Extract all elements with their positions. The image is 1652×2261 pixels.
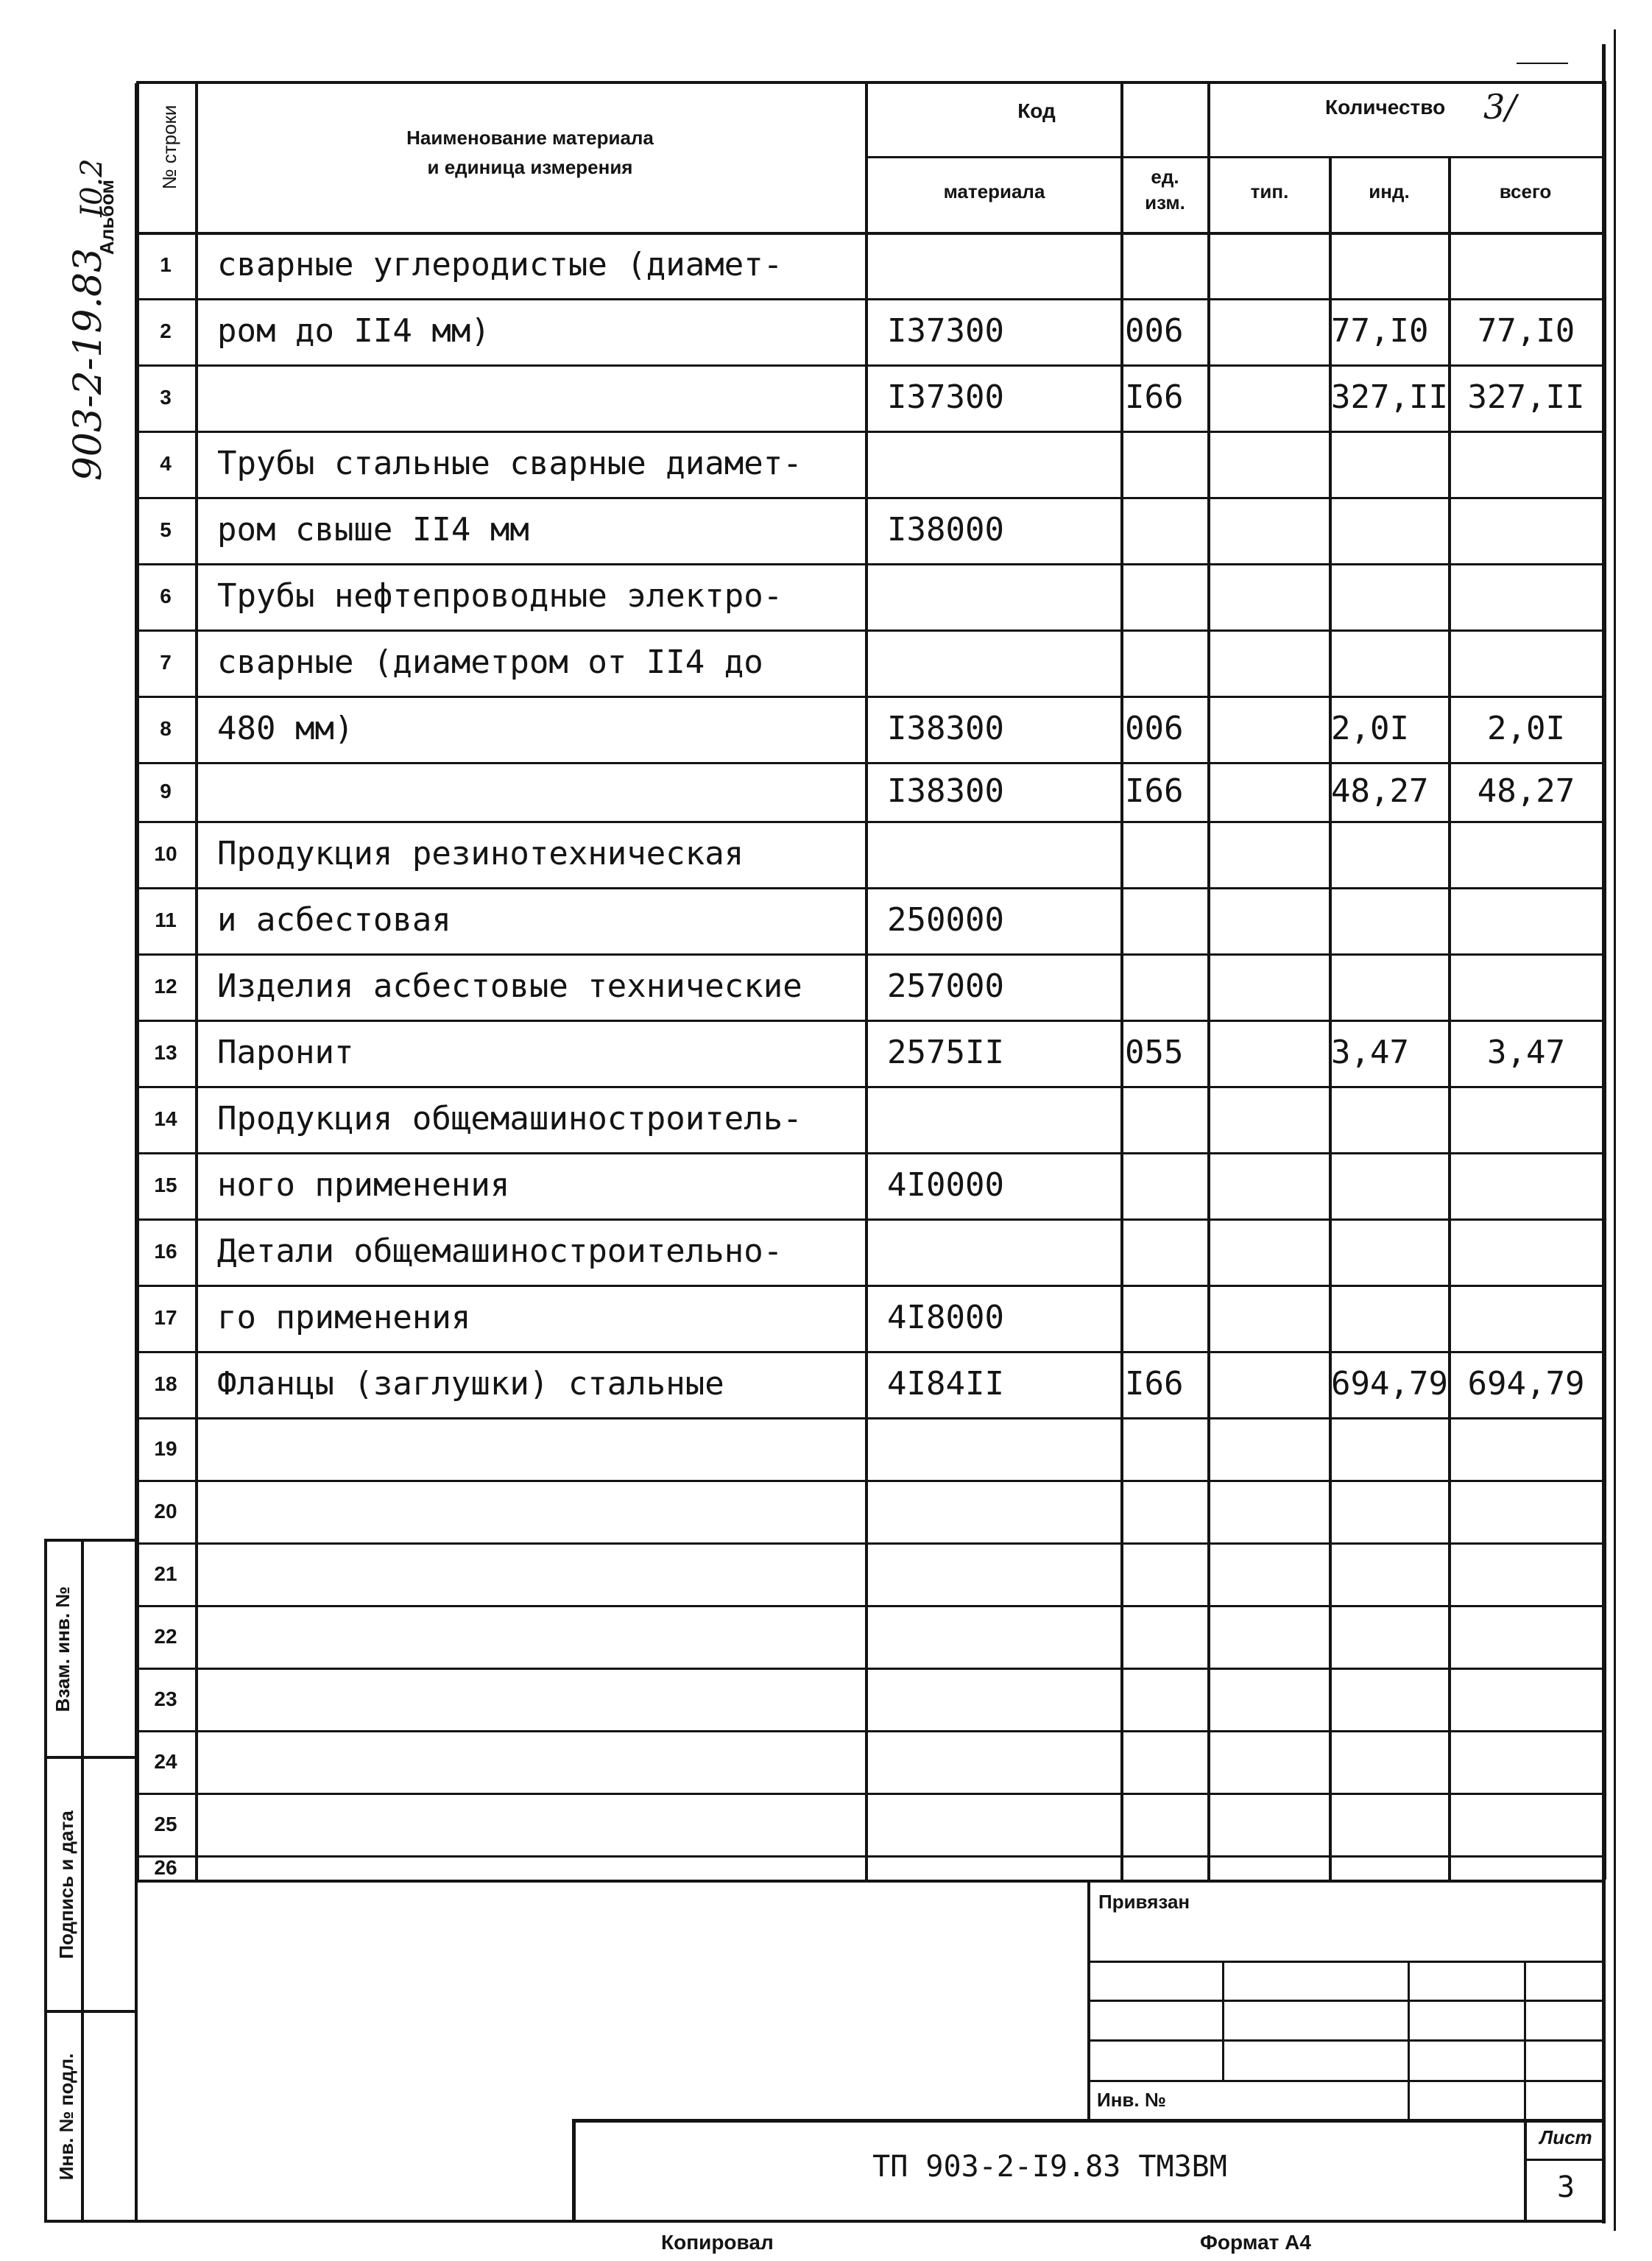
row-ind: 2,0I: [1331, 710, 1409, 747]
privyazan-line1: [1087, 1961, 1605, 1963]
footer-format: [1200, 2231, 1311, 2254]
header-name-line2-text: и единица измерения: [427, 156, 633, 178]
row-number: 25: [154, 1813, 177, 1835]
row-material-code: I38000: [887, 511, 1004, 549]
row-number: 22: [154, 1625, 177, 1648]
header-material: [867, 180, 1121, 203]
row-name: Продукция резинотехническая: [217, 835, 744, 872]
privyazan-col1: [1222, 1961, 1224, 2082]
column-line-7: [1603, 81, 1606, 1880]
row-number: 1: [160, 253, 172, 276]
row-ind: 77,I0: [1331, 312, 1429, 350]
row-name: Фланцы (заглушки) стальные: [217, 1365, 724, 1403]
row-total: 77,I0: [1477, 312, 1575, 350]
footer-copied-text: Копировал: [661, 2231, 774, 2254]
sheet-col-divider: [1524, 2159, 1605, 2161]
row-unit: I66: [1125, 772, 1184, 810]
row-material-code: 257000: [887, 967, 1004, 1005]
row-name: Трубы нефтепроводные электро-: [217, 577, 783, 615]
footer-copied: [661, 2231, 774, 2254]
row-name: Изделия асбестовые технические: [217, 967, 802, 1005]
stamp-orig-inv-text: Инв. № подл.: [55, 2053, 77, 2181]
doc-code: [576, 2150, 1524, 2184]
header-ind: [1330, 180, 1448, 203]
row-number: 3: [160, 386, 172, 409]
album-label-text: Альбом: [96, 179, 118, 255]
row-material-code: 250000: [887, 901, 1004, 939]
row-unit: 006: [1125, 710, 1184, 747]
row-number: 2: [160, 320, 172, 342]
header-typ-text: тип.: [1250, 180, 1289, 202]
row-line-13: [136, 1086, 1603, 1088]
inv-no-label-text: Инв. №: [1097, 2089, 1166, 2111]
row-material-code: 4I0000: [887, 1166, 1004, 1204]
header-name-line1-text: Наименование материала: [406, 127, 654, 149]
row-line-3: [136, 431, 1603, 433]
doc-code-text: ТП 903-2-I9.83 ТМЗВМ: [872, 2150, 1227, 2184]
row-line-11: [136, 953, 1603, 956]
sheet-number-text: 3: [1556, 2170, 1575, 2204]
row-material-code: I37300: [887, 312, 1004, 350]
row-name: Трубы стальные сварные диамет-: [217, 445, 802, 482]
row-unit: 055: [1125, 1034, 1184, 1071]
row-line-19: [136, 1480, 1603, 1482]
sheet-label-text: Лист: [1539, 2126, 1592, 2148]
header-row-number: [155, 74, 184, 221]
row-line-5: [136, 563, 1603, 565]
header-quantity-text: Количество: [1325, 96, 1446, 119]
row-number: 14: [154, 1107, 177, 1130]
code-quantity-divider: [1207, 81, 1210, 156]
row-name: го применения: [217, 1299, 471, 1336]
row-line-20: [136, 1542, 1603, 1545]
header-bottom-border: [136, 232, 1603, 235]
row-total: 2,0I: [1487, 710, 1565, 747]
row-ind: 48,27: [1331, 772, 1429, 810]
row-line-17: [136, 1351, 1603, 1353]
doc-block-top: [572, 2119, 1605, 2123]
row-material-code: I37300: [887, 378, 1004, 416]
header-typ: [1209, 180, 1330, 203]
album-code-text: 903-2-19.83: [66, 247, 110, 482]
header-unit-line1: [1123, 166, 1207, 188]
row-line-25: [136, 1855, 1603, 1858]
column-line-4: [1207, 156, 1210, 1880]
header-unit-line2-text: изм.: [1145, 191, 1185, 214]
row-ind: 694,79: [1331, 1365, 1448, 1403]
row-line-21: [136, 1605, 1603, 1607]
row-number: 10: [154, 842, 177, 865]
row-number: 24: [154, 1750, 177, 1773]
row-name: сварные (диаметром от II4 до: [217, 643, 763, 681]
row-line-7: [136, 696, 1603, 698]
row-name: ром свыше II4 мм: [217, 511, 529, 549]
row-total: 3,47: [1487, 1034, 1565, 1071]
row-line-6: [136, 629, 1603, 632]
row-total: 327,II: [1467, 378, 1585, 416]
row-unit: I66: [1125, 1365, 1184, 1403]
row-line-10: [136, 887, 1603, 889]
row-line-23: [136, 1730, 1603, 1732]
row-unit: I66: [1125, 378, 1184, 416]
row-material-code: I38300: [887, 710, 1004, 747]
privyazan-col3: [1524, 1961, 1526, 2123]
privyazan-line4: [1087, 2080, 1605, 2082]
row-ind: 3,47: [1331, 1034, 1409, 1071]
row-number: 12: [154, 975, 177, 998]
row-number: 6: [160, 585, 172, 607]
row-number: 18: [154, 1372, 177, 1395]
sheet-number: [1527, 2170, 1605, 2204]
header-unit-line1-text: ед.: [1151, 166, 1179, 188]
row-number: 20: [154, 1500, 177, 1523]
table-top-border: [136, 81, 1603, 84]
row-name: Детали общемашиностроительно-: [217, 1232, 783, 1270]
row-line-22: [136, 1668, 1603, 1670]
sheet-label: [1527, 2126, 1605, 2149]
row-number: 11: [155, 909, 177, 931]
privyazan-label: [1098, 1891, 1190, 1913]
header-row-number-text: № строки: [158, 105, 180, 190]
row-material-code: 2575II: [887, 1034, 1004, 1071]
title-block-top: [135, 1880, 1605, 1883]
row-name: ного применения: [217, 1166, 510, 1204]
row-number: 21: [154, 1562, 177, 1585]
privyazan-label-text: Привязан: [1098, 1891, 1190, 1913]
row-number: 8: [160, 717, 172, 740]
row-name: сварные углеродистые (диамет-: [217, 246, 783, 283]
column-line-0: [136, 81, 139, 1880]
row-line-24: [136, 1793, 1603, 1795]
row-number: 16: [154, 1240, 177, 1263]
row-number: 23: [154, 1687, 177, 1710]
row-line-4: [136, 497, 1603, 499]
privyazan-col2: [1408, 1961, 1410, 2123]
header-ind-text: инд.: [1369, 180, 1410, 202]
stamp-replace-inv-text: Взам. инв. №: [52, 1586, 74, 1712]
row-number: 15: [154, 1174, 177, 1196]
row-line-14: [136, 1152, 1603, 1154]
inv-no-label: [1097, 2089, 1166, 2112]
row-line-9: [136, 821, 1603, 823]
row-line-16: [136, 1285, 1603, 1287]
header-quantity-note-text: 3/: [1483, 87, 1517, 127]
header-unit-line2: [1123, 191, 1207, 214]
header-total: [1448, 180, 1603, 203]
row-unit: 006: [1125, 312, 1184, 350]
column-line-1: [195, 81, 198, 1880]
footer-format-text: Формат А4: [1200, 2231, 1311, 2254]
row-name: и асбестовая: [217, 901, 451, 939]
row-number: 26: [154, 1856, 177, 1879]
row-material-code: 4I84II: [887, 1365, 1004, 1403]
row-number: 19: [154, 1437, 177, 1460]
privyazan-line2: [1087, 2000, 1605, 2002]
row-number: 13: [154, 1041, 177, 1064]
header-name-line1: [195, 127, 865, 149]
row-ind: 327,II: [1331, 378, 1448, 416]
row-number: 5: [160, 518, 172, 541]
header-material-text: материала: [943, 180, 1045, 202]
header-code-text: Код: [1017, 99, 1056, 122]
header-name-line2: [195, 156, 865, 179]
row-line-8: [136, 762, 1603, 764]
row-line-2: [136, 364, 1603, 367]
privyazan-line3: [1087, 2039, 1605, 2042]
row-total: 694,79: [1467, 1365, 1585, 1403]
header-code: [867, 99, 1206, 123]
row-number: 17: [154, 1306, 177, 1329]
stamp-signature-date-text: Подпись и дата: [55, 1810, 77, 1959]
header-mid-line: [865, 156, 1603, 158]
row-material-code: 4I8000: [887, 1299, 1004, 1336]
row-material-code: I38300: [887, 772, 1004, 810]
row-name: Продукция общемашиностроитель-: [217, 1100, 802, 1137]
row-total: 48,27: [1477, 772, 1575, 810]
column-line-2: [865, 81, 868, 1880]
album-number-text: I0.2: [75, 158, 109, 217]
row-line-1: [136, 298, 1603, 300]
row-line-15: [136, 1218, 1603, 1221]
header-total-text: всего: [1499, 180, 1552, 202]
row-name: Паронит: [217, 1034, 354, 1071]
row-number: 9: [160, 780, 172, 803]
row-name: 480 мм): [217, 710, 354, 747]
row-number: 7: [160, 651, 172, 674]
header-quantity-note: [1483, 87, 1542, 127]
row-number: 4: [160, 452, 172, 475]
row-line-12: [136, 1020, 1603, 1022]
row-name: ром до II4 мм): [217, 312, 490, 350]
row-line-18: [136, 1417, 1603, 1419]
